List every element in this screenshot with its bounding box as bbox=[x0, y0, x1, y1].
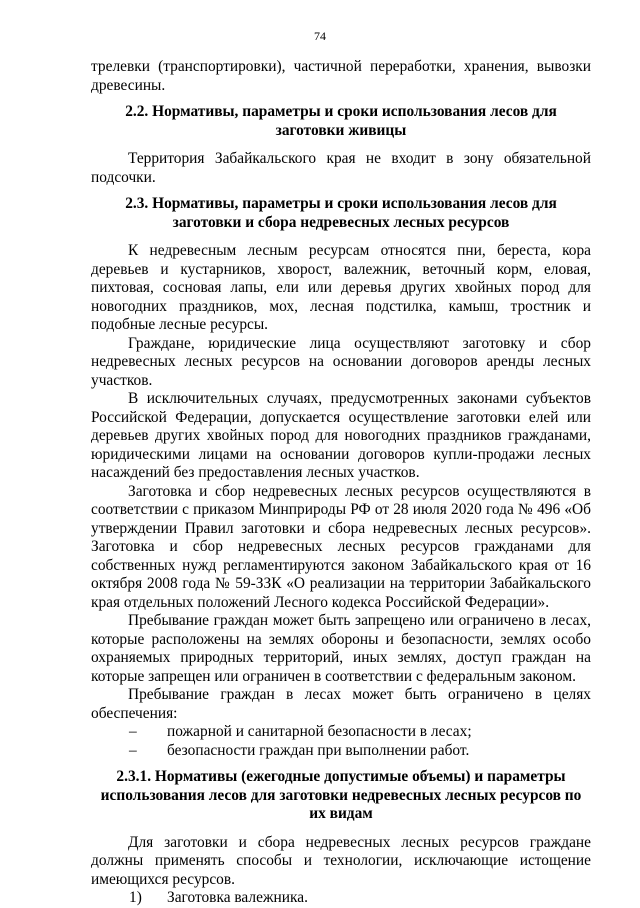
paragraph-citizens-legal-entities: Граждане, юридические лица осуществляют заготовку и сбор недревесных лесных ресурсов на основании договоров аренды лесных участков. bbox=[91, 334, 591, 389]
numbered-item-number: 1) bbox=[129, 889, 142, 906]
list-item bbox=[91, 723, 591, 742]
heading-2-2: 2.2. Нормативы, параметры и сроки использования лесов для заготовки живицы bbox=[125, 103, 557, 139]
paragraph-access-restriction: Пребывание граждан может быть запрещено или ограничено в лесах, которые расположены на землях обороны и безопасности, землях особо охраняемых природных территорий, иных землях, доступ граждан на которые запрещен или ограничен в соответствии с федеральным законом. bbox=[91, 612, 591, 685]
page-content bbox=[91, 58, 591, 908]
paragraph-methods: Для заготовки и сбора недревесных лесных ресурсов граждане должны применять способы и технологии, исключающие истощение имеющихся ресурсов. bbox=[91, 833, 591, 888]
paragraph-regulations: Заготовка и сбор недревесных лесных ресурсов осуществляются в соответствии с приказом Минприроды РФ от 28 июля 2020 года № 496 «Об утверждении Правил заготовки и сбора недревесных лесных ресурсов». Заготовка и сбор недревесных лесных ресурсов гражданами для собственных нужд регламентируются законом Забайкальского края от 16 октября 2008 года № 59-ЗЗК «О реализации на территории Забайкальского края отдельных положений Лесного кодекса Российской Федерации». bbox=[91, 482, 591, 611]
list-item-text: безопасности граждан при выполнении работ. bbox=[167, 741, 470, 759]
paragraph-2-2: Территория Забайкальского края не входит в зону обязательной подсочки. bbox=[91, 150, 591, 186]
list-item-text: пожарной и санитарной безопасности в лесах; bbox=[167, 723, 472, 740]
paragraph-non-timber-resources: К недревесным лесным ресурсам относятся пни, береста, кора деревьев и кустарников, хворост, валежник, веточный корм, еловая, пихтовая, сосновая лапы, ели или деревья других хвойных пород для новогодних праздников, мох, лесная подстилка, камыш, тростник и подобные лесные ресурсы. bbox=[91, 242, 591, 333]
heading-2-3-1: 2.3.1. Нормативы (ежегодные допустимые объемы) и параметры использования лесов для заготовки недревесных лесных ресурсов по их видам bbox=[100, 768, 582, 822]
list-dash: – bbox=[129, 723, 137, 740]
heading-2-3: 2.3. Нормативы, параметры и сроки использования лесов для заготовки и сбора недревесных лесных ресурсов bbox=[125, 195, 557, 231]
paragraph-intro: трелевки (транспортировки), частичной переработки, хранения, вывозки древесины. bbox=[91, 58, 591, 94]
list-item bbox=[91, 742, 591, 761]
list-dash: – bbox=[129, 741, 137, 759]
paragraph-exceptional-cases: В исключительных случаях, предусмотренных законами субъектов Российской Федерации, допускается осуществление заготовки елей или деревьев других хвойных пород для новогодних праздников гражданами, юридическими лицами на основании договоров купли-продажи лесных насаждений без предоставления лесных участков. bbox=[91, 390, 591, 481]
numbered-item-text: Заготовка валежника. bbox=[167, 889, 308, 906]
numbered-item bbox=[91, 889, 591, 908]
page-number: 74 bbox=[314, 29, 326, 43]
paragraph-restriction-purposes: Пребывание граждан в лесах может быть ограничено в целях обеспечения: bbox=[91, 686, 591, 722]
